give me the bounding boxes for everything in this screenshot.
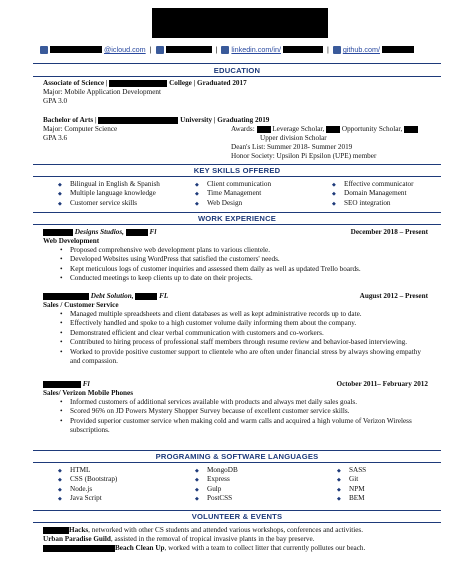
- divider: [33, 450, 441, 451]
- list-item: ◆ Effective communicator: [332, 180, 414, 189]
- list-item: ◆ Express: [195, 475, 238, 484]
- job-3-role: Sales/ Verizon Mobile Phones: [43, 389, 134, 397]
- list-item: • Developed Websites using WordPress that satisfied the customers' needs.: [58, 255, 438, 264]
- list-item: ◆ Gulp: [195, 485, 238, 494]
- job-1-company: Designs Studios, Fl: [43, 228, 156, 237]
- divider: [33, 462, 441, 463]
- job-1-bullets: [58, 246, 438, 284]
- languages-col-3: [337, 466, 366, 504]
- divider: [33, 224, 441, 225]
- education-entry-2-title: Bachelor of Arts | University | Graduating 2019: [43, 116, 270, 124]
- list-item: ◆ Web Design: [195, 199, 271, 208]
- list-item: ◆ Customer service skills: [58, 199, 160, 208]
- email-icon: [40, 46, 48, 54]
- education-entry-1-major: Major: Mobile Application Development: [43, 88, 161, 96]
- job-3-company: Fl: [43, 380, 90, 389]
- list-item: ◆ HTML: [58, 466, 117, 475]
- awards-line-2: Upper division Scholar: [260, 134, 327, 142]
- work-heading: WORK EXPERIENCE: [197, 214, 277, 223]
- list-item: • Provided superior customer service when making cold and warm calls and acquired a high volume of Verizon Wireless subscriptions.: [58, 417, 430, 436]
- list-item: ◆ Node.js: [58, 485, 117, 494]
- email-link[interactable]: @icloud.com: [104, 45, 146, 54]
- linkedin-icon: [221, 46, 229, 54]
- phone-icon: [156, 46, 164, 54]
- list-item: ◆ Time Management: [195, 189, 271, 198]
- job-3-dates: October 2011– February 2012: [336, 380, 428, 388]
- list-item: ◆ Domain Management: [332, 189, 414, 198]
- list-item: ◆ Git: [337, 475, 366, 484]
- job-2-company: Debt Solution, FL: [43, 292, 168, 301]
- list-item: • Kept meticulous logs of customer inquiries and assessed them daily as well as updated Trello boards.: [58, 265, 438, 274]
- skills-col-2: [195, 180, 271, 208]
- list-item: ◆ Java Script: [58, 494, 117, 503]
- honor-society: Honor Society: Upsilon Pi Epsilon (UPE) member: [231, 152, 377, 160]
- volunteer-item-1: Hacks, networked with other CS students and attended various workshops, conferences and activities.: [43, 526, 363, 535]
- list-item: ◆ MongoDB: [195, 466, 238, 475]
- list-item: • Managed multiple spreadsheets and client databases as well as kept administrative records up to date.: [58, 310, 438, 319]
- job-2-bullets: [58, 310, 438, 366]
- list-item: ◆ Client communication: [195, 180, 271, 189]
- list-item: • Worked to provide positive customer support to clientele who are often under financial stress by always showing empathy and compassion.: [58, 348, 430, 367]
- job-2-role: Sales / Customer Service: [43, 301, 119, 309]
- list-item: ◆ Bilingual in English & Spanish: [58, 180, 160, 189]
- skills-col-3: [332, 180, 414, 208]
- list-item: ◆ SASS: [337, 466, 366, 475]
- list-item: • Scored 96% on JD Powers Mystery Shopper Survey because of excellent customer service skills.: [58, 407, 438, 416]
- volunteer-heading: VOLUNTEER & EVENTS: [191, 512, 283, 521]
- divider: [33, 522, 441, 523]
- redacted-linkedin: [283, 46, 323, 53]
- deans-list: Dean's List: Summer 2018- Summer 2019: [231, 143, 353, 151]
- list-item: ◆ PostCSS: [195, 494, 238, 503]
- languages-heading: PROGRAMING & SOFTWARE LANGUAGES: [155, 452, 319, 461]
- list-item: ◆ BEM: [337, 494, 366, 503]
- volunteer-item-3: Beach Clean Up, worked with a team to collect litter that currently pollutes our beach.: [43, 544, 365, 553]
- list-item: • Contributed to hiring process of professional staff members through resume review and behavior-based interviewing.: [58, 338, 430, 347]
- education-heading: EDUCATION: [213, 66, 261, 75]
- list-item: ◆ Multiple language knowledge: [58, 189, 160, 198]
- job-1-dates: December 2018 – Present: [350, 228, 428, 236]
- list-item: • Informed customers of additional services available with products and always met daily sales goals.: [58, 398, 438, 407]
- skills-heading: KEY SKILLS OFFERED: [193, 166, 281, 175]
- list-item: • Conducted meetings to keep clients up to date on their projects.: [58, 274, 438, 283]
- github-icon: [333, 46, 341, 54]
- list-item: • Proposed comprehensive web development plans to various clientele.: [58, 246, 438, 255]
- divider: [33, 176, 441, 177]
- job-1-role: Web Development: [43, 237, 100, 245]
- redacted-github: [382, 46, 414, 53]
- languages-col-2: [195, 466, 238, 504]
- list-item: ◆ SEO integration: [332, 199, 414, 208]
- job-2-dates: August 2012 – Present: [359, 292, 428, 300]
- education-entry-2-major: Major: Computer Science: [43, 125, 118, 133]
- divider: [33, 63, 441, 64]
- skills-col-1: [58, 180, 160, 208]
- divider: [33, 76, 441, 77]
- divider: [33, 510, 441, 511]
- redacted-email: [50, 46, 102, 53]
- education-entry-1-title: Associate of Science | College | Graduated 2017: [43, 79, 247, 87]
- volunteer-item-2: Urban Paradise Guild, assisted in the removal of tropical invasive plants in the bay preserve.: [43, 535, 315, 543]
- contact-bar: @icloud.com | | linkedin.com/in/ | github.com/: [40, 43, 440, 56]
- divider: [33, 164, 441, 165]
- github-link[interactable]: github.com/: [342, 45, 380, 54]
- redacted-phone: [166, 46, 212, 53]
- divider: [33, 212, 441, 213]
- education-entry-2-gpa: GPA 3.6: [43, 134, 68, 142]
- list-item: ◆ NPM: [337, 485, 366, 494]
- list-item: • Demonstrated efficient and clear verbal communication with customers and co-workers.: [58, 329, 438, 338]
- languages-col-1: [58, 466, 117, 504]
- education-entry-1-gpa: GPA 3.0: [43, 97, 68, 105]
- job-3-bullets: [58, 398, 438, 436]
- awards-line: Awards: Leverage Scholar, Opportunity Scholar,: [231, 125, 418, 134]
- list-item: • Effectively handled and spoke to a high customer volume daily informing them about the company.: [58, 319, 438, 328]
- list-item: ◆ CSS (Bootstrap): [58, 475, 117, 484]
- redacted-name: [152, 8, 328, 38]
- linkedin-link[interactable]: linkedin.com/in/: [231, 45, 281, 54]
